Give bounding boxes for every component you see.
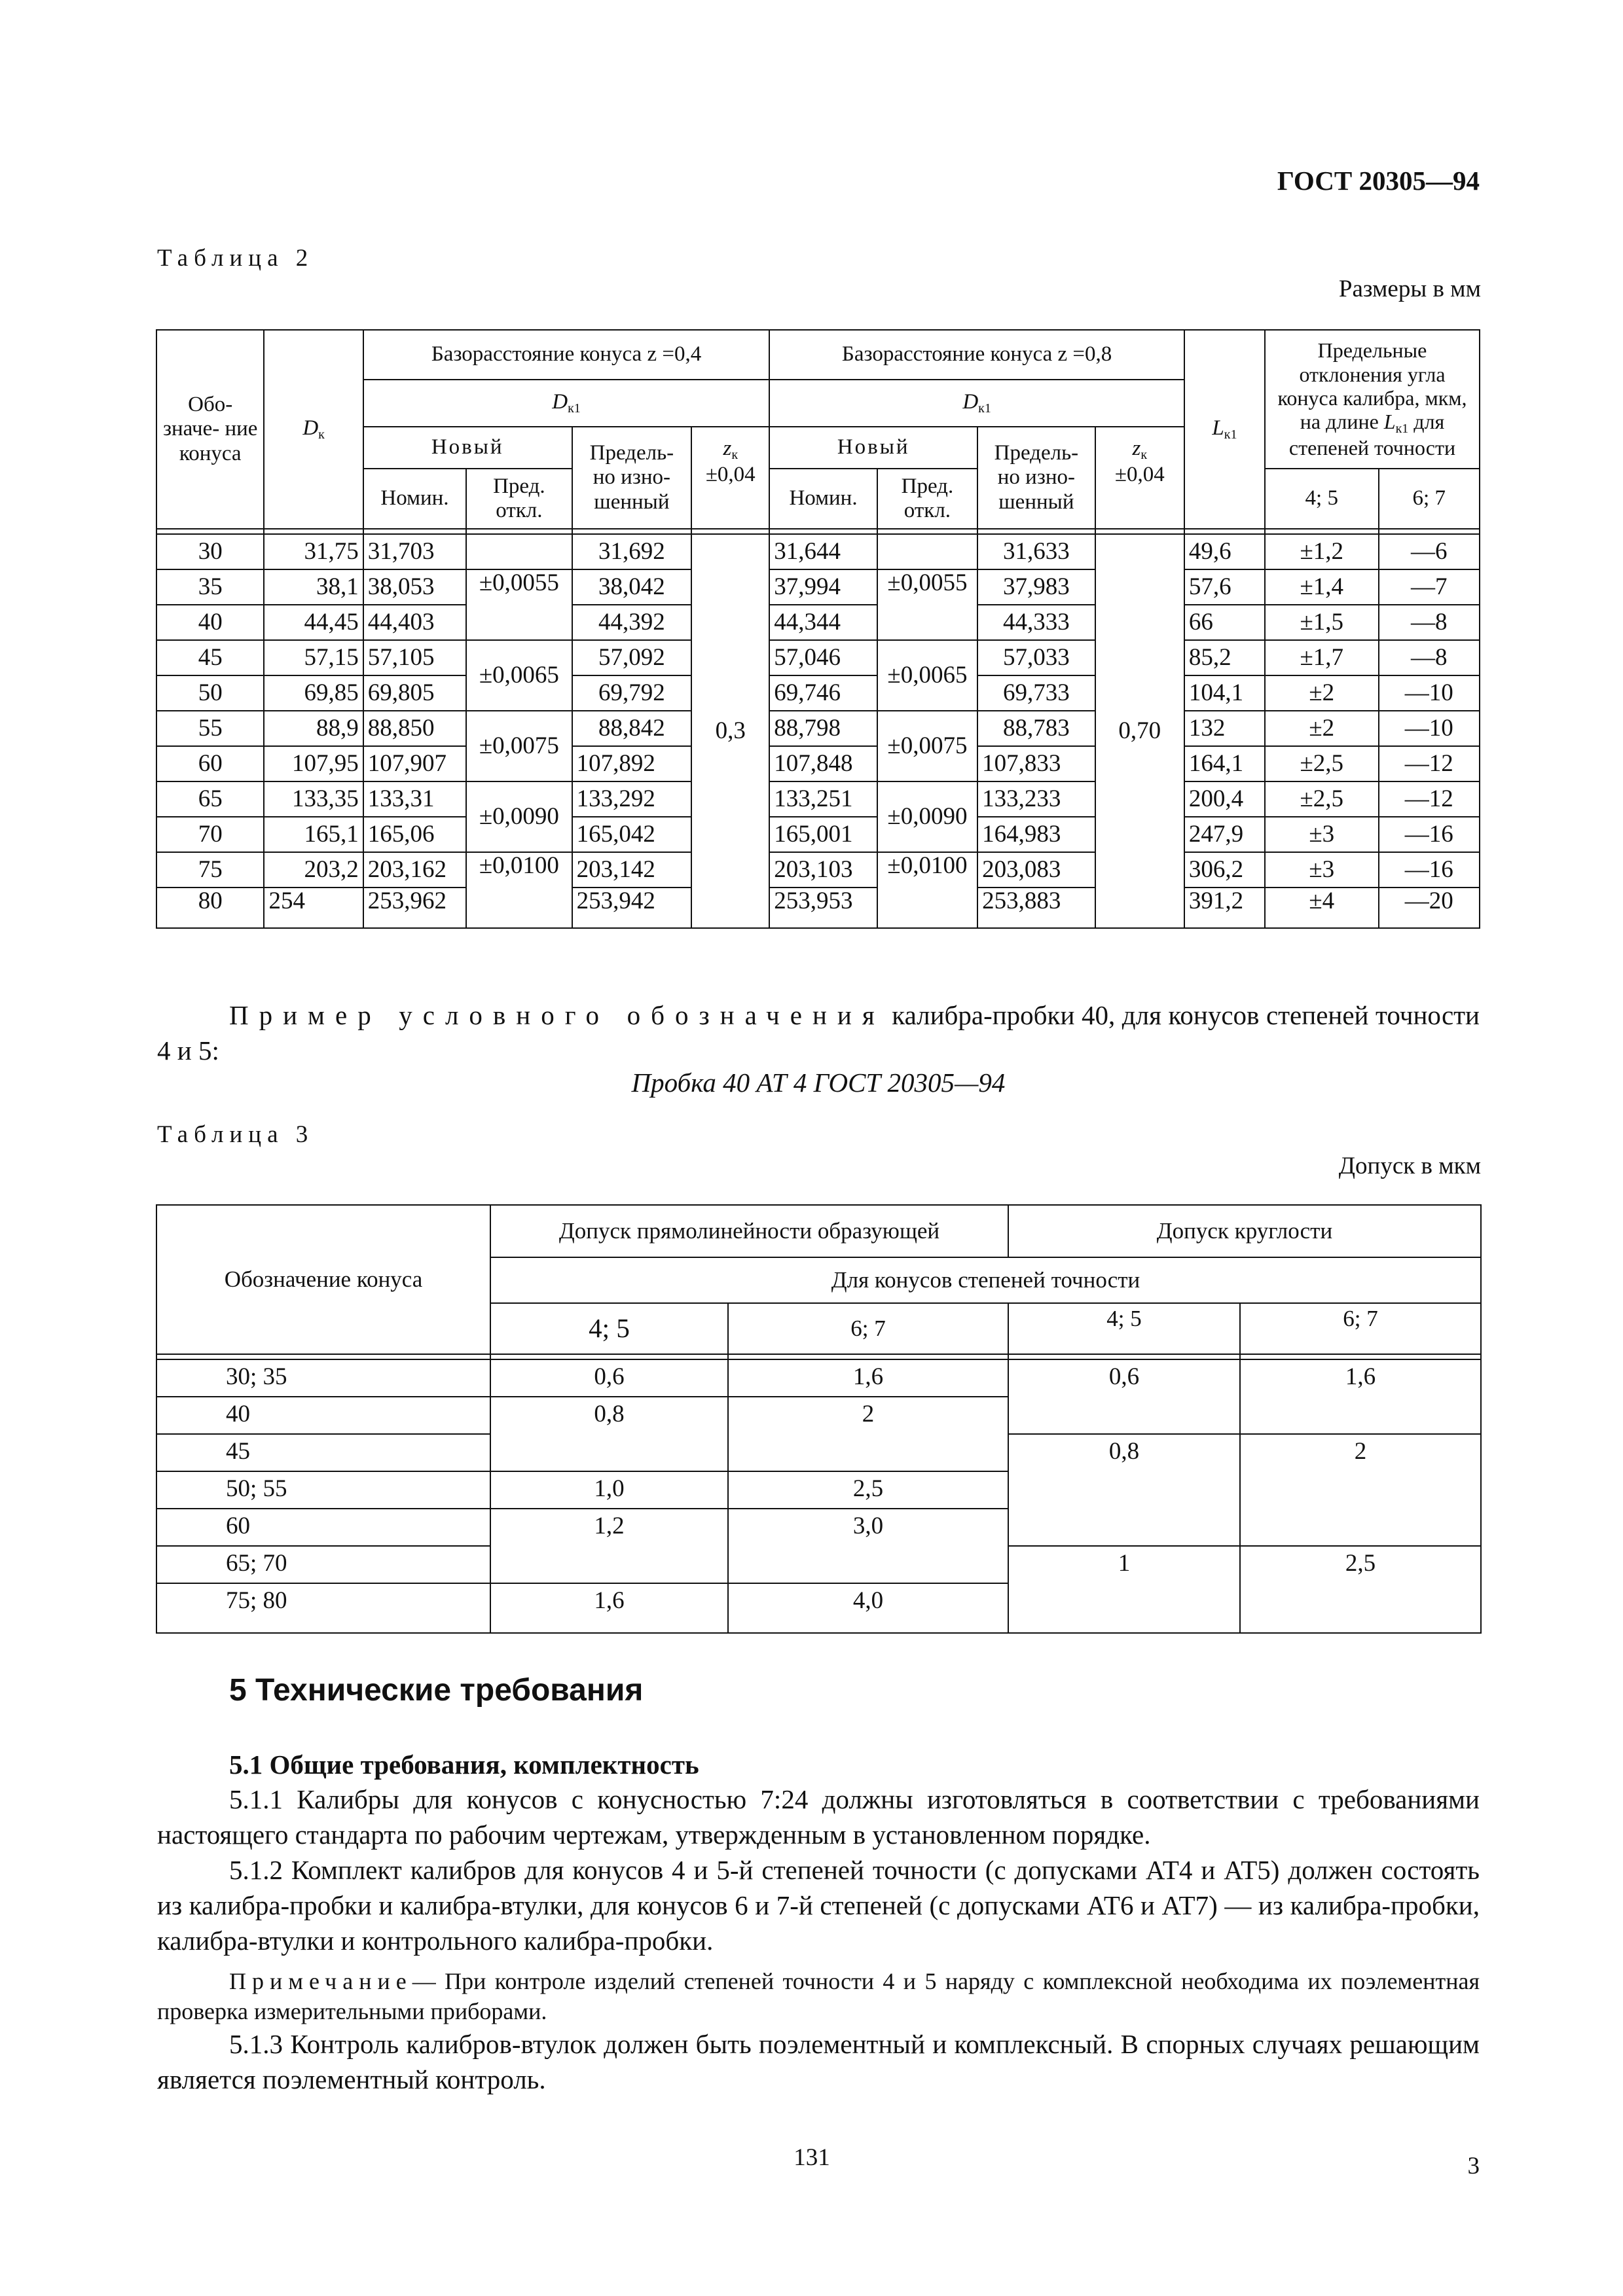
cell-a45: ±2 [1265, 675, 1379, 711]
cell-straight45: 1,0 [490, 1471, 728, 1509]
cell-a67: —8 [1379, 640, 1480, 675]
cell-dk: 254 [264, 888, 363, 928]
cell-cone: 60 [156, 1509, 490, 1546]
cell-worn2: 44,333 [977, 605, 1095, 640]
cell-nom2: 133,251 [769, 781, 877, 817]
cell-nom2: 165,001 [769, 817, 877, 852]
cell-tol1 [466, 534, 572, 569]
dk-subscript: к [318, 427, 325, 442]
example-lead: Пример условного обозначения [229, 1000, 885, 1030]
cell-worn1: 203,142 [572, 852, 692, 888]
cell-a45: ±1,4 [1265, 569, 1379, 605]
cell-tol2: ±0,0075 [877, 711, 977, 781]
zk-symbol: z [1132, 437, 1141, 460]
table3-caption: Таблица 3 [157, 1121, 314, 1148]
cell-dk: 31,75 [264, 534, 363, 569]
header-lk1 [1184, 330, 1265, 529]
cell-lk1: 85,2 [1184, 640, 1265, 675]
cell-cone: 60 [156, 746, 264, 781]
table2-units: Размеры в мм [1338, 276, 1481, 302]
cell-nom1: 203,162 [363, 852, 466, 888]
zk-subscript: к [1140, 448, 1148, 462]
cell-cone: 40 [156, 1397, 490, 1434]
cell-worn1: 133,292 [572, 781, 692, 817]
table-row [156, 1359, 1481, 1397]
cell-nom1: 165,06 [363, 817, 466, 852]
cell-cone: 70 [156, 817, 264, 852]
paragraph-5-1-2: 5.1.2 Комплект калибров для конусов 4 и 5-й степеней точности (с допусками АТ4 и АТ5) должен состоять из калибра-пробки и калибра-втулки, для конусов 6 и 7-й степеней (с допусками АТ6 и АТ7) — из калибра-пробки, калибра-втулки и контрольного калибра-пробки. [157, 1855, 1480, 1956]
header-dk1-b [769, 380, 1184, 427]
cell-cone: 50; 55 [156, 1471, 490, 1509]
note-text: — При контроле изделий степеней точности 4 и 5 наряду с комплексной необходима их поэлементная проверка измерительными приборами. [157, 1968, 1480, 2024]
table-row [156, 817, 1480, 852]
zk-tolerance: ±0,04 [705, 462, 756, 486]
table-row [156, 781, 1480, 817]
cell-nom1: 57,105 [363, 640, 466, 675]
cell-round67: 1,6 [1240, 1359, 1481, 1434]
cell-worn1: 57,092 [572, 640, 692, 675]
cell-a67: —8 [1379, 605, 1480, 640]
zk-tolerance: ±0,04 [1114, 462, 1165, 486]
header-worn-b: Предель- но изно- шенный [977, 427, 1095, 529]
cell-tol2 [877, 534, 977, 569]
cell-nom1: 31,703 [363, 534, 466, 569]
cell-a67: —16 [1379, 852, 1480, 888]
cell-lk1: 306,2 [1184, 852, 1265, 888]
section-heading: 5 Технические требования [229, 1673, 644, 1708]
cell-nom2: 203,103 [769, 852, 877, 888]
cell-tol2: ±0,0090 [877, 781, 977, 852]
cell-cone: 35 [156, 569, 264, 605]
dk1-symbol: D [552, 390, 568, 414]
header-deg45-straight: 4; 5 [490, 1303, 728, 1354]
header-straightness: Допуск прямолинейности образующей [490, 1205, 1008, 1257]
cell-straight45: 0,6 [490, 1359, 728, 1397]
cell-nom2: 107,848 [769, 746, 877, 781]
cell-a45: ±3 [1265, 852, 1379, 888]
header-zk-a [691, 427, 769, 529]
table-row [156, 852, 1480, 888]
cell-tol1: ±0,0100 [466, 852, 572, 928]
zk-symbol: z [723, 437, 732, 460]
table-row [156, 888, 1480, 928]
page-number-right: 3 [1467, 2153, 1480, 2179]
cell-cone: 30 [156, 534, 264, 569]
cell-a45: ±4 [1265, 888, 1379, 928]
cell-a67: —6 [1379, 534, 1480, 569]
header-deg67-straight: 6; 7 [728, 1303, 1008, 1354]
cell-lk1: 164,1 [1184, 746, 1265, 781]
cell-cone: 45 [156, 1434, 490, 1471]
cell-worn2: 37,983 [977, 569, 1095, 605]
cell-worn1: 165,042 [572, 817, 692, 852]
cell-a67: —12 [1379, 781, 1480, 817]
cell-worn2: 164,983 [977, 817, 1095, 852]
cell-a67: —12 [1379, 746, 1480, 781]
dk-symbol: D [302, 416, 319, 440]
example-designation: Пробка 40 АТ 4 ГОСТ 20305—94 [631, 1067, 1006, 1098]
paragraph-5-1-3: 5.1.3 Контроль калибров-втулок должен быть поэлементный и комплексный. В спорных случаях решающим является поэлементный контроль. [157, 2029, 1480, 2094]
header-designation: Обозначение конуса [156, 1205, 490, 1354]
header-pred-otkl-b: Пред. откл. [877, 469, 977, 529]
table-2 [156, 329, 1480, 929]
cell-cone: 50 [156, 675, 264, 711]
cell-worn1: 107,892 [572, 746, 692, 781]
cell-worn1: 253,942 [572, 888, 692, 928]
cell-cone: 30; 35 [156, 1359, 490, 1397]
cell-nom1: 69,805 [363, 675, 466, 711]
limit-tail: для степеней точности [1288, 409, 1456, 460]
cell-a67: —7 [1379, 569, 1480, 605]
cell-a45: ±2,5 [1265, 781, 1379, 817]
limit-l-symbol: L [1383, 409, 1396, 433]
header-for-degrees: Для конусов степеней точности [490, 1257, 1481, 1303]
cell-nom1: 38,053 [363, 569, 466, 605]
note-lead: Примечание [229, 1968, 412, 1994]
cell-worn2: 31,633 [977, 534, 1095, 569]
cell-dk: 38,1 [264, 569, 363, 605]
cell-worn2: 57,033 [977, 640, 1095, 675]
header-dk [264, 330, 363, 529]
zk-subscript: к [731, 448, 739, 462]
cell-dk: 69,85 [264, 675, 363, 711]
example-paragraph [157, 997, 1480, 1068]
cell-cone: 45 [156, 640, 264, 675]
note-paragraph [157, 1966, 1480, 2026]
lk1-subscript: к1 [1224, 427, 1237, 442]
cell-worn2: 69,733 [977, 675, 1095, 711]
cell-worn2: 88,783 [977, 711, 1095, 746]
table2-caption: Таблица 2 [157, 245, 314, 272]
cell-lk1: 57,6 [1184, 569, 1265, 605]
table-row [156, 605, 1480, 640]
cell-worn2: 133,233 [977, 781, 1095, 817]
cell-nom2: 31,644 [769, 534, 877, 569]
cell-nom1: 253,962 [363, 888, 466, 928]
cell-lk1: 132 [1184, 711, 1265, 746]
cell-round67: 2 [1240, 1434, 1481, 1546]
header-worn-a: Предель- но изно- шенный [572, 427, 692, 529]
limit-text: Предельные отклонения угла конуса калибра, мкм, на длине [1277, 338, 1467, 433]
cell-straight45: 1,6 [490, 1583, 728, 1633]
cell-tol1: ±0,0055 [466, 569, 572, 640]
cell-a67: —10 [1379, 711, 1480, 746]
cell-lk1: 247,9 [1184, 817, 1265, 852]
cell-worn1: 31,692 [572, 534, 692, 569]
header-group-z04: Базорасстояние конуса z =0,4 [363, 330, 770, 380]
cell-nom1: 133,31 [363, 781, 466, 817]
section-body [157, 1782, 1480, 2097]
cell-zk1: 0,3 [691, 534, 769, 928]
cell-straight67: 2,5 [728, 1471, 1008, 1509]
cell-worn1: 69,792 [572, 675, 692, 711]
cell-round67: 2,5 [1240, 1546, 1481, 1633]
cell-a45: ±2,5 [1265, 746, 1379, 781]
cell-round45: 1 [1008, 1546, 1240, 1633]
cell-cone: 65; 70 [156, 1546, 490, 1583]
cell-cone: 65 [156, 781, 264, 817]
cell-straight67: 2 [728, 1397, 1008, 1471]
subsection-heading: 5.1 Общие требования, комплектность [229, 1749, 699, 1780]
cell-straight67: 1,6 [728, 1359, 1008, 1397]
cell-nom2: 88,798 [769, 711, 877, 746]
example-text: калибра-пробки 40, для конусов степеней точности 4 и 5: [157, 1000, 1480, 1066]
header-zk-b [1095, 427, 1184, 529]
header-nominal-a: Номин. [363, 469, 466, 529]
cell-zk2: 0,70 [1095, 534, 1184, 928]
cell-a45: ±2 [1265, 711, 1379, 746]
cell-dk: 44,45 [264, 605, 363, 640]
header-deg67: 6; 7 [1379, 469, 1480, 529]
cell-nom1: 88,850 [363, 711, 466, 746]
header-group-z08: Базорасстояние конуса z =0,8 [769, 330, 1184, 380]
cell-worn2: 253,883 [977, 888, 1095, 928]
cell-dk: 107,95 [264, 746, 363, 781]
dk1-subscript: к1 [568, 401, 581, 416]
cell-nom2: 57,046 [769, 640, 877, 675]
cell-a45: ±1,7 [1265, 640, 1379, 675]
header-dk1-a [363, 380, 770, 427]
cell-straight67: 3,0 [728, 1509, 1008, 1583]
cell-dk: 165,1 [264, 817, 363, 852]
cell-straight45: 0,8 [490, 1397, 728, 1471]
cell-cone: 75; 80 [156, 1583, 490, 1633]
cell-a45: ±1,2 [1265, 534, 1379, 569]
table3-units: Допуск в мкм [1338, 1153, 1481, 1179]
header-deg45-round: 4; 5 [1008, 1303, 1240, 1354]
header-new-a: Новый [363, 427, 572, 469]
header-nominal-b: Номин. [769, 469, 877, 529]
cell-cone: 40 [156, 605, 264, 640]
cell-nom2: 69,746 [769, 675, 877, 711]
cell-dk: 57,15 [264, 640, 363, 675]
header-designation: Обо- значе- ние конуса [156, 330, 264, 529]
cell-dk: 133,35 [264, 781, 363, 817]
cell-nom1: 44,403 [363, 605, 466, 640]
cell-a67: —16 [1379, 817, 1480, 852]
cell-tol2: ±0,0065 [877, 640, 977, 711]
cell-cone: 75 [156, 852, 264, 888]
cell-lk1: 200,4 [1184, 781, 1265, 817]
cell-worn1: 44,392 [572, 605, 692, 640]
dk1-subscript: к1 [978, 401, 991, 416]
document-code: ГОСТ 20305—94 [1277, 166, 1480, 196]
header-deg45: 4; 5 [1265, 469, 1379, 529]
table-row [156, 675, 1480, 711]
lk1-symbol: L [1212, 416, 1224, 440]
cell-dk: 203,2 [264, 852, 363, 888]
table-3 [156, 1204, 1482, 1634]
cell-tol1: ±0,0090 [466, 781, 572, 852]
cell-a67: —10 [1379, 675, 1480, 711]
header-roundness: Допуск круглости [1008, 1205, 1481, 1257]
cell-tol1: ±0,0065 [466, 640, 572, 711]
cell-lk1: 49,6 [1184, 534, 1265, 569]
cell-a45: ±3 [1265, 817, 1379, 852]
cell-nom1: 107,907 [363, 746, 466, 781]
paragraph-5-1-1: 5.1.1 Калибры для конусов с конусностью 7:24 должны изготовляться в соответствии с требованиями настоящего стандарта по рабочим чертежам, утвержденным в установленном порядке. [157, 1784, 1480, 1850]
cell-lk1: 391,2 [1184, 888, 1265, 928]
table-row [156, 711, 1480, 746]
cell-cone: 80 [156, 888, 264, 928]
cell-lk1: 66 [1184, 605, 1265, 640]
cell-nom2: 253,953 [769, 888, 877, 928]
cell-straight67: 4,0 [728, 1583, 1008, 1633]
cell-lk1: 104,1 [1184, 675, 1265, 711]
header-pred-otkl-a: Пред. откл. [466, 469, 572, 529]
cell-tol2: ±0,0055 [877, 569, 977, 640]
table-row [156, 534, 1480, 569]
table-row [156, 640, 1480, 675]
table-row [156, 746, 1480, 781]
header-deg67-round: 6; 7 [1240, 1303, 1481, 1354]
cell-worn2: 107,833 [977, 746, 1095, 781]
dk1-symbol: D [962, 390, 979, 414]
cell-worn1: 88,842 [572, 711, 692, 746]
cell-nom2: 44,344 [769, 605, 877, 640]
header-angle-limits [1265, 330, 1480, 469]
header-new-b: Новый [769, 427, 977, 469]
cell-nom2: 37,994 [769, 569, 877, 605]
cell-worn2: 203,083 [977, 852, 1095, 888]
cell-a45: ±1,5 [1265, 605, 1379, 640]
cell-round45: 0,8 [1008, 1434, 1240, 1546]
cell-straight45: 1,2 [490, 1509, 728, 1583]
table-row [156, 569, 1480, 605]
cell-tol1: ±0,0075 [466, 711, 572, 781]
cell-tol2: ±0,0100 [877, 852, 977, 928]
limit-l-subscript: к1 [1395, 421, 1409, 436]
cell-worn1: 38,042 [572, 569, 692, 605]
cell-cone: 55 [156, 711, 264, 746]
page-number-center: 131 [793, 2144, 830, 2171]
cell-dk: 88,9 [264, 711, 363, 746]
cell-round45: 0,6 [1008, 1359, 1240, 1434]
cell-a67: —20 [1379, 888, 1480, 928]
